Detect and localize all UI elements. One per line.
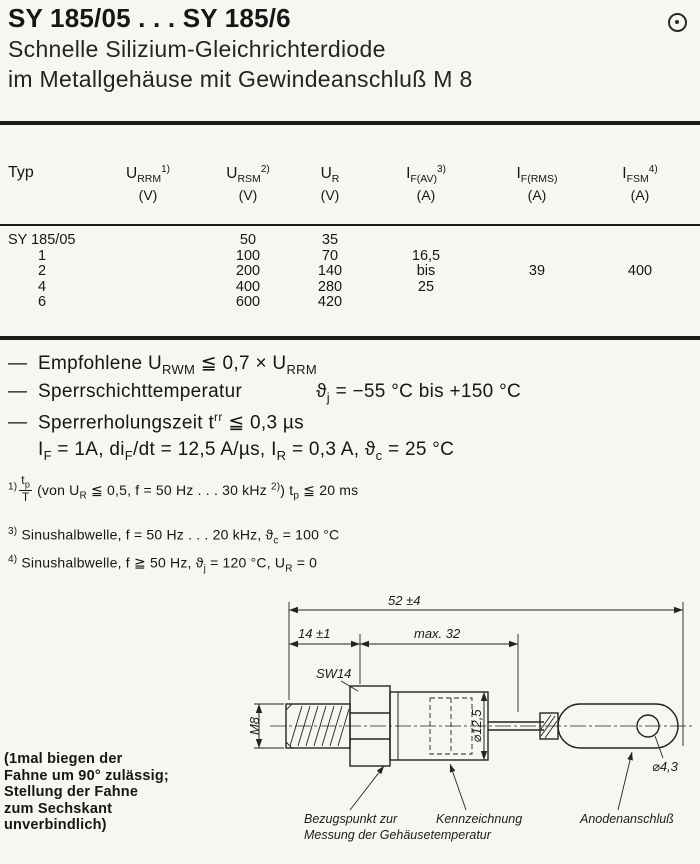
dim-label-sw14: SW14 <box>316 666 352 681</box>
cell-ursm: 400 <box>235 279 261 295</box>
table-row <box>0 279 700 295</box>
col-header-unit: (A) <box>527 187 547 204</box>
cell-ifav: 25 <box>417 279 435 295</box>
bend-note-line: zum Sechskant <box>4 800 113 817</box>
cell-ur: 140 <box>317 263 343 279</box>
label-ref-line-2: Messung der Gehäusetemperatur <box>304 828 491 842</box>
divider-thick-top <box>0 121 700 125</box>
footnote-3: $^{3)}$ Sinushalbwelle, f = 50 Hz . . . 20 kHz, $ϑ_c = 100$ °C <box>8 526 340 547</box>
bend-note-line: Fahne um 90° zulässig; <box>4 767 169 784</box>
note-junction-temperature: — Sperrschichttemperatur $ϑ_j = -55$ °C bis +150 °C <box>8 381 522 405</box>
dash-bullet: — <box>8 381 28 402</box>
dim-label-14: 14 ±1 <box>298 626 331 641</box>
col-header-unit: (A) <box>630 187 650 204</box>
cell-ursm: 600 <box>235 294 261 310</box>
dim-label-dia-body: ⌀12,5 <box>469 709 484 743</box>
note-recovery-conditions: $I_F = 1A$, $di_F/dt = 12,5$ A/µs, $I_R = 0,3$ A, $ϑ_c = 25$ °C <box>38 439 455 463</box>
col-header-urrm <box>100 164 196 203</box>
table-row <box>0 263 700 279</box>
bend-note-line: (1mal biegen der <box>4 751 123 767</box>
cell-typ: 2 <box>38 263 47 279</box>
cell-ifrms: 39 <box>528 263 546 279</box>
circle-dot-icon <box>668 13 687 32</box>
footnote-1: $^{1)}$ $\frac{t_p}{T} (von$ $U_R$ ≦ 0,5, f = 50 Hz . . . 30 kHz $^{2)}$) $t_p$ ≦ 20 ms <box>8 473 359 505</box>
table-row <box>0 232 700 248</box>
package-outline-drawing <box>228 594 700 864</box>
circle-dot-center <box>675 20 679 24</box>
dimension-body-diameter <box>469 692 484 760</box>
dash-bullet: — <box>8 353 28 374</box>
cell-typ: SY 185/05 <box>8 232 76 248</box>
col-header-symbol: $I_{F(AV)}^{3)}$ <box>406 164 446 186</box>
dash-bullet: — <box>8 412 28 434</box>
note-urwm: — Empfohlene $U_{RWM}$ ≦ $0,7 \times U_{RRM}$ <box>8 353 317 377</box>
cell-typ: 4 <box>38 279 47 295</box>
cell-ur: 280 <box>317 279 343 295</box>
cell-ursm: 100 <box>235 248 261 264</box>
col-header-typ: Typ <box>8 164 34 181</box>
cell-typ: 6 <box>38 294 47 310</box>
table-row <box>0 248 700 264</box>
dim-label-max32: max. 32 <box>414 626 461 641</box>
table-row <box>0 294 700 310</box>
cell-ifav: 16,5 <box>411 248 441 264</box>
col-header-symbol: $I_{F(RMS)}$ <box>516 165 558 186</box>
col-header-symbol: $U_{RSM}^{2)}$ <box>226 164 270 186</box>
cell-typ: 1 <box>38 248 47 264</box>
page-title: SY 185/05 . . . SY 185/6 <box>8 3 291 33</box>
subtitle-line-1: Schnelle Silizium-Gleichrichterdiode <box>8 36 386 62</box>
divider-table-header <box>0 224 700 226</box>
label-ref-line-1: Bezugspunkt zur <box>304 812 398 826</box>
col-header-ur <box>282 164 378 203</box>
cell-ursm: 200 <box>235 263 261 279</box>
col-header-ifsm <box>592 164 688 203</box>
subtitle-line-2: im Metallgehäuse mit Gewindeanschluß M 8 <box>8 66 473 92</box>
divider-table-bottom <box>0 336 700 340</box>
dim-label-52: 52 ±4 <box>388 594 421 608</box>
dim-label-m8: M8 <box>247 716 262 736</box>
col-header-ifrms <box>489 164 585 203</box>
dim-label-dia-hole: ⌀4,3 <box>652 759 678 774</box>
footnote-4: $^{4)}$ Sinushalbwelle, f ≧ 50 Hz, $ϑ_j = 120$ °C, $U_R = 0$ <box>8 554 318 575</box>
cell-ur: 35 <box>321 232 339 248</box>
label-wrench-size <box>316 666 358 691</box>
note-recovery-time: — Sperrerholungszeit $t^{rr}$ ≦ 0,3 µs <box>8 410 304 434</box>
dimension-hole-diameter <box>652 736 679 774</box>
col-header-ifav <box>378 164 474 203</box>
duty-cycle-fraction: $\frac{t_p}{T}$ <box>21 473 31 505</box>
cell-ur: 420 <box>317 294 343 310</box>
col-header-unit: (A) <box>416 187 436 204</box>
bend-note <box>4 751 169 834</box>
label-anode-text: Anodenanschluß <box>580 812 674 826</box>
bend-note-line: unverbindlich) <box>4 817 107 833</box>
col-header-unit: (V) <box>238 187 258 204</box>
bend-note-line: Stellung der Fahne <box>4 784 139 800</box>
cell-ursm: 50 <box>239 232 257 248</box>
col-header-unit: (V) <box>138 187 158 204</box>
col-header-symbol: $U_{RRM}^{1)}$ <box>125 164 171 186</box>
label-marking <box>436 764 522 826</box>
col-header-unit: (V) <box>320 187 340 204</box>
cell-ur: 70 <box>321 248 339 264</box>
col-header-symbol: $U_R$ <box>320 165 340 186</box>
label-marking-text: Kennzeichnung <box>436 812 523 826</box>
col-header-symbol: $I_{FSM}^{4)}$ <box>622 164 658 186</box>
cell-ifav: bis <box>416 263 436 279</box>
cell-ifsm: 400 <box>627 263 653 279</box>
